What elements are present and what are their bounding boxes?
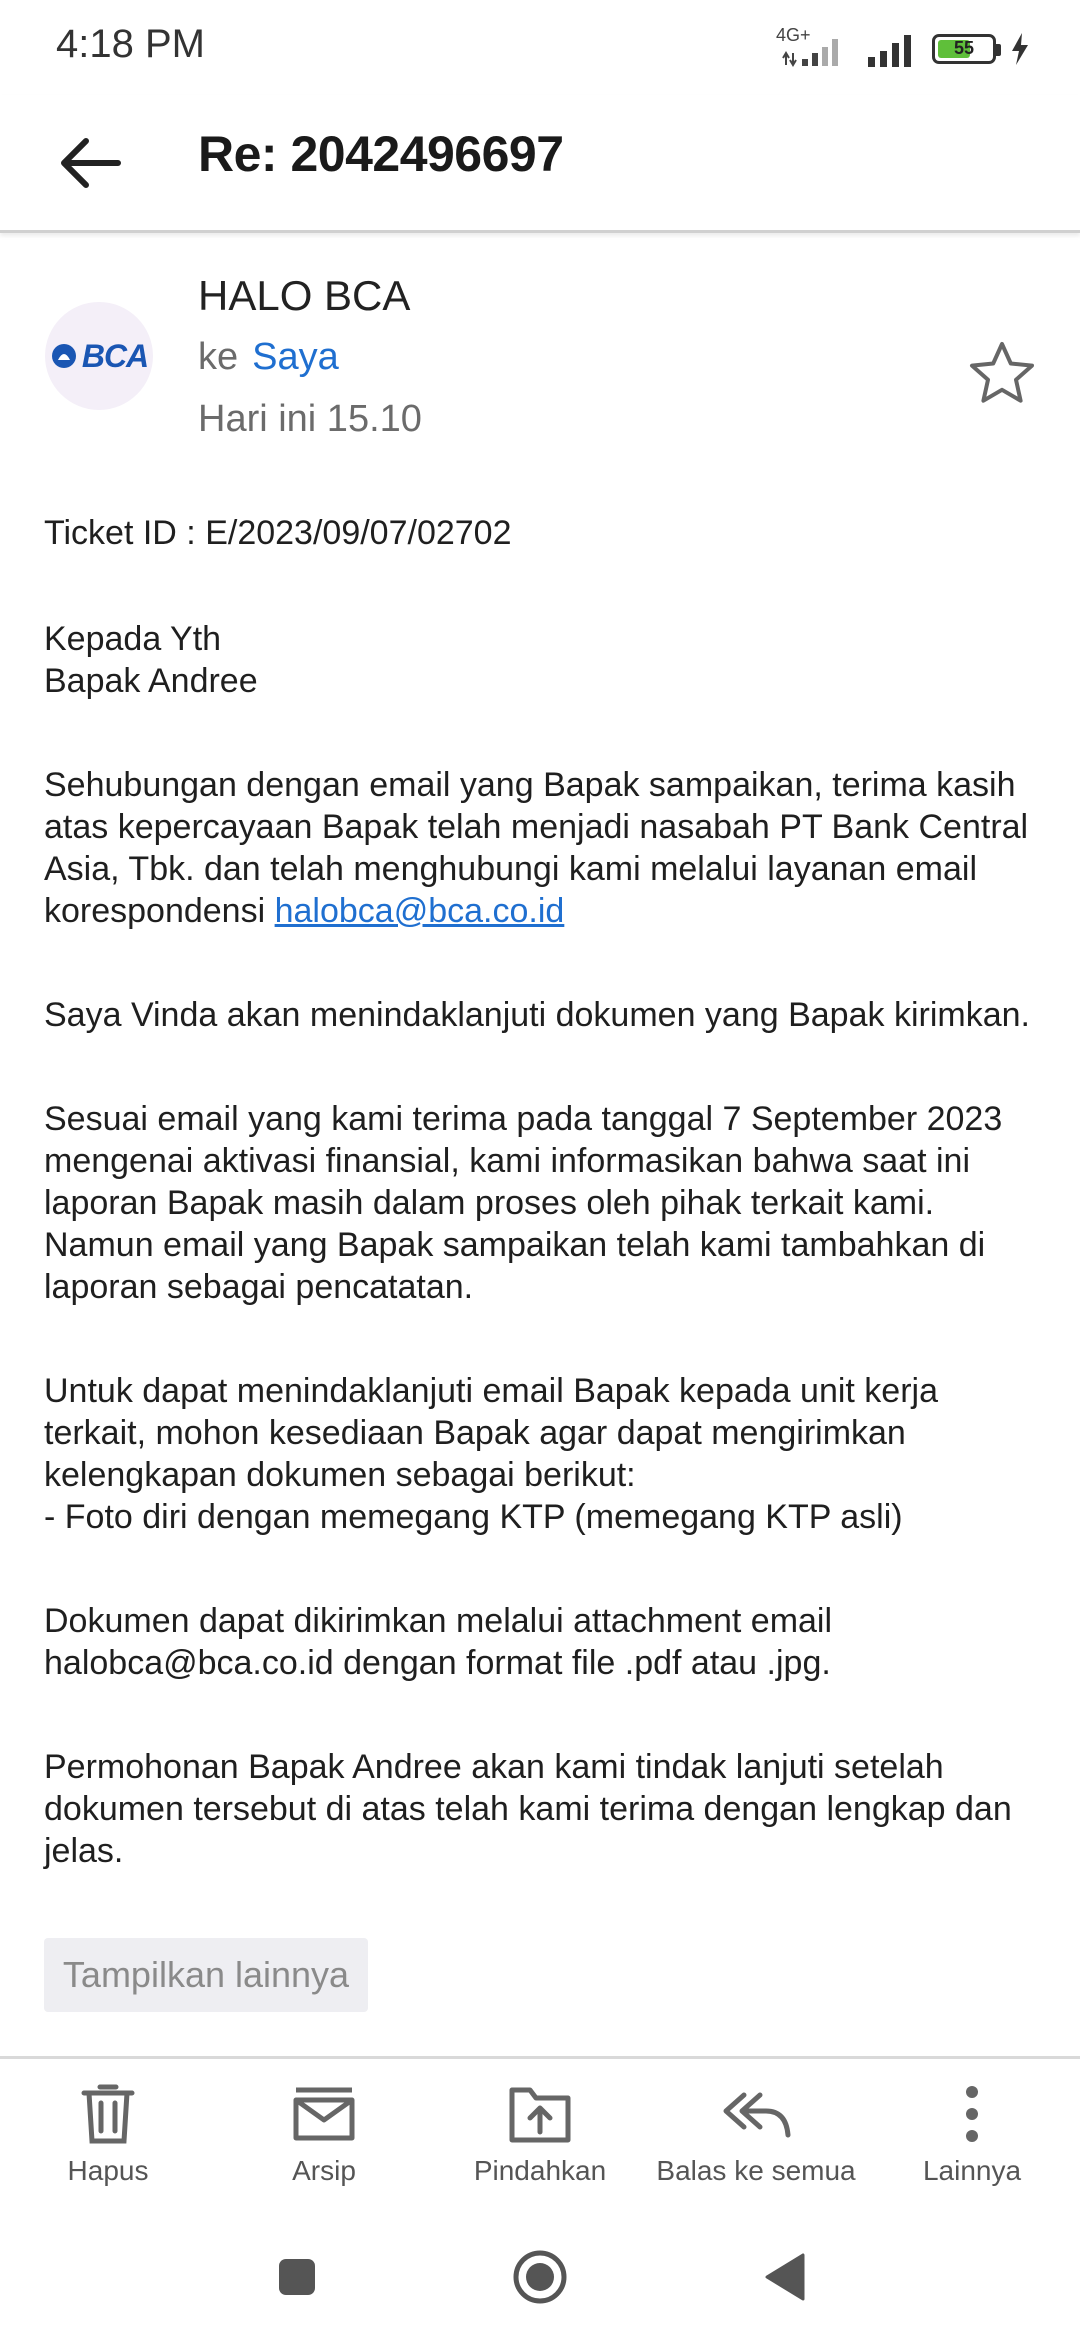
paragraph-6: Permohonan Bapak Andree akan kami tindak lanjuti setelah dokumen tersebut di atas telah kami terima dengan lengkap dan jelas. [44, 1748, 1012, 1870]
sender-name: HALO BCA [198, 272, 411, 319]
to-prefix: ke [198, 336, 239, 378]
star-icon [966, 338, 1038, 410]
status-time: 4:18 PM [56, 22, 205, 66]
recipient-name[interactable]: Saya [252, 336, 339, 378]
status-icons [776, 24, 1030, 74]
paragraph-4 [44, 1370, 1044, 1538]
arrow-left-icon [58, 135, 122, 191]
paragraph-3: Sesuai email yang kami terima pada tanggal 7 September 2023 mengenai aktivasi finansial, kami informasikan bahwa saat ini laporan Bapak masih dalam proses oleh pihak terkait kami. Namun email yang Bapak sampaikan telah kami tambahkan di laporan sebagai pencatatan. [44, 1100, 1003, 1306]
delete-label: Hapus [67, 2155, 149, 2186]
paragraph-4-text: Untuk dapat menindaklanjuti email Bapak kepada unit kerja terkait, mohon kesediaan Bapak agar dapat mengirimkan kelengkapan dokumen sebagai berikut: [44, 1372, 938, 1494]
show-more-button[interactable]: Tampilkan lainnya [44, 1938, 368, 2012]
back-button[interactable] [50, 123, 130, 203]
home-circle-icon [512, 2249, 568, 2305]
charging-icon [1010, 32, 1030, 66]
more-button[interactable] [864, 2079, 1080, 2199]
reply-all-icon [720, 2089, 792, 2139]
bca-emblem-icon [50, 342, 78, 370]
more-label: Lainnya [922, 2155, 1022, 2186]
trash-icon [80, 2083, 136, 2145]
star-button[interactable] [966, 338, 1038, 410]
move-icon [508, 2084, 572, 2144]
delete-button[interactable] [0, 2079, 216, 2199]
move-label: Pindahkan [473, 2155, 607, 2186]
bca-logo [50, 338, 148, 375]
email-body [44, 512, 1044, 1934]
paragraph-5: Dokumen dapat dikirimkan melalui attachment email halobca@bca.co.id dengan format file .pdf atau .jpg. [44, 1602, 833, 1682]
paragraph-2: Saya Vinda akan menindaklanjuti dokumen yang Bapak kirimkan. [44, 996, 1030, 1034]
ticket-id: Ticket ID : E/2023/09/07/02702 [44, 514, 512, 552]
greeting-line-2: Bapak Andree [44, 662, 258, 700]
greeting-line-1: Kepada Yth [44, 620, 222, 658]
action-bar [0, 2056, 1080, 2212]
status-bar [0, 0, 1080, 95]
archive-icon [292, 2086, 356, 2142]
sender-header [0, 230, 1080, 460]
document-list-item: - Foto diri dengan memegang KTP (memegang KTP asli) [44, 1498, 903, 1536]
move-button[interactable] [432, 2079, 648, 2199]
system-nav-bar [0, 2209, 1080, 2340]
archive-button[interactable] [216, 2079, 432, 2199]
email-link[interactable]: halobca@bca.co.id [274, 892, 565, 930]
reply-all-label: Balas ke semua [656, 2155, 856, 2186]
recents-button[interactable] [267, 2247, 327, 2307]
signal-icon [866, 29, 918, 69]
reply-all-button[interactable] [648, 2079, 864, 2199]
sender-avatar[interactable] [45, 302, 153, 410]
archive-label: Arsip [292, 2155, 356, 2186]
home-button[interactable] [510, 2247, 570, 2307]
square-icon [277, 2257, 317, 2297]
recipient-line[interactable] [198, 336, 339, 379]
signal-4g-icon [776, 25, 852, 69]
triangle-back-icon [763, 2253, 807, 2301]
avatar-logo-text: BCA [81, 337, 149, 374]
greeting [44, 618, 1044, 702]
more-vertical-icon [962, 2084, 982, 2144]
battery-icon [932, 34, 996, 64]
back-nav-button[interactable] [755, 2247, 815, 2307]
email-date: Hari ini 15.10 [198, 398, 422, 440]
paragraph-1-text: Sehubungan dengan email yang Bapak sampaikan, terima kasih atas kepercayaan Bapak telah menjadi nasabah PT Bank Central Asia, Tbk. dan telah menghubungi kami melalui layanan email korespondensi [44, 766, 1029, 930]
email-subject: Re: 2042496697 [198, 126, 564, 182]
network-type: 4G+ [776, 25, 811, 45]
battery-level: 55 [953, 38, 975, 58]
app-bar [0, 95, 1080, 233]
paragraph-1 [44, 764, 1044, 932]
